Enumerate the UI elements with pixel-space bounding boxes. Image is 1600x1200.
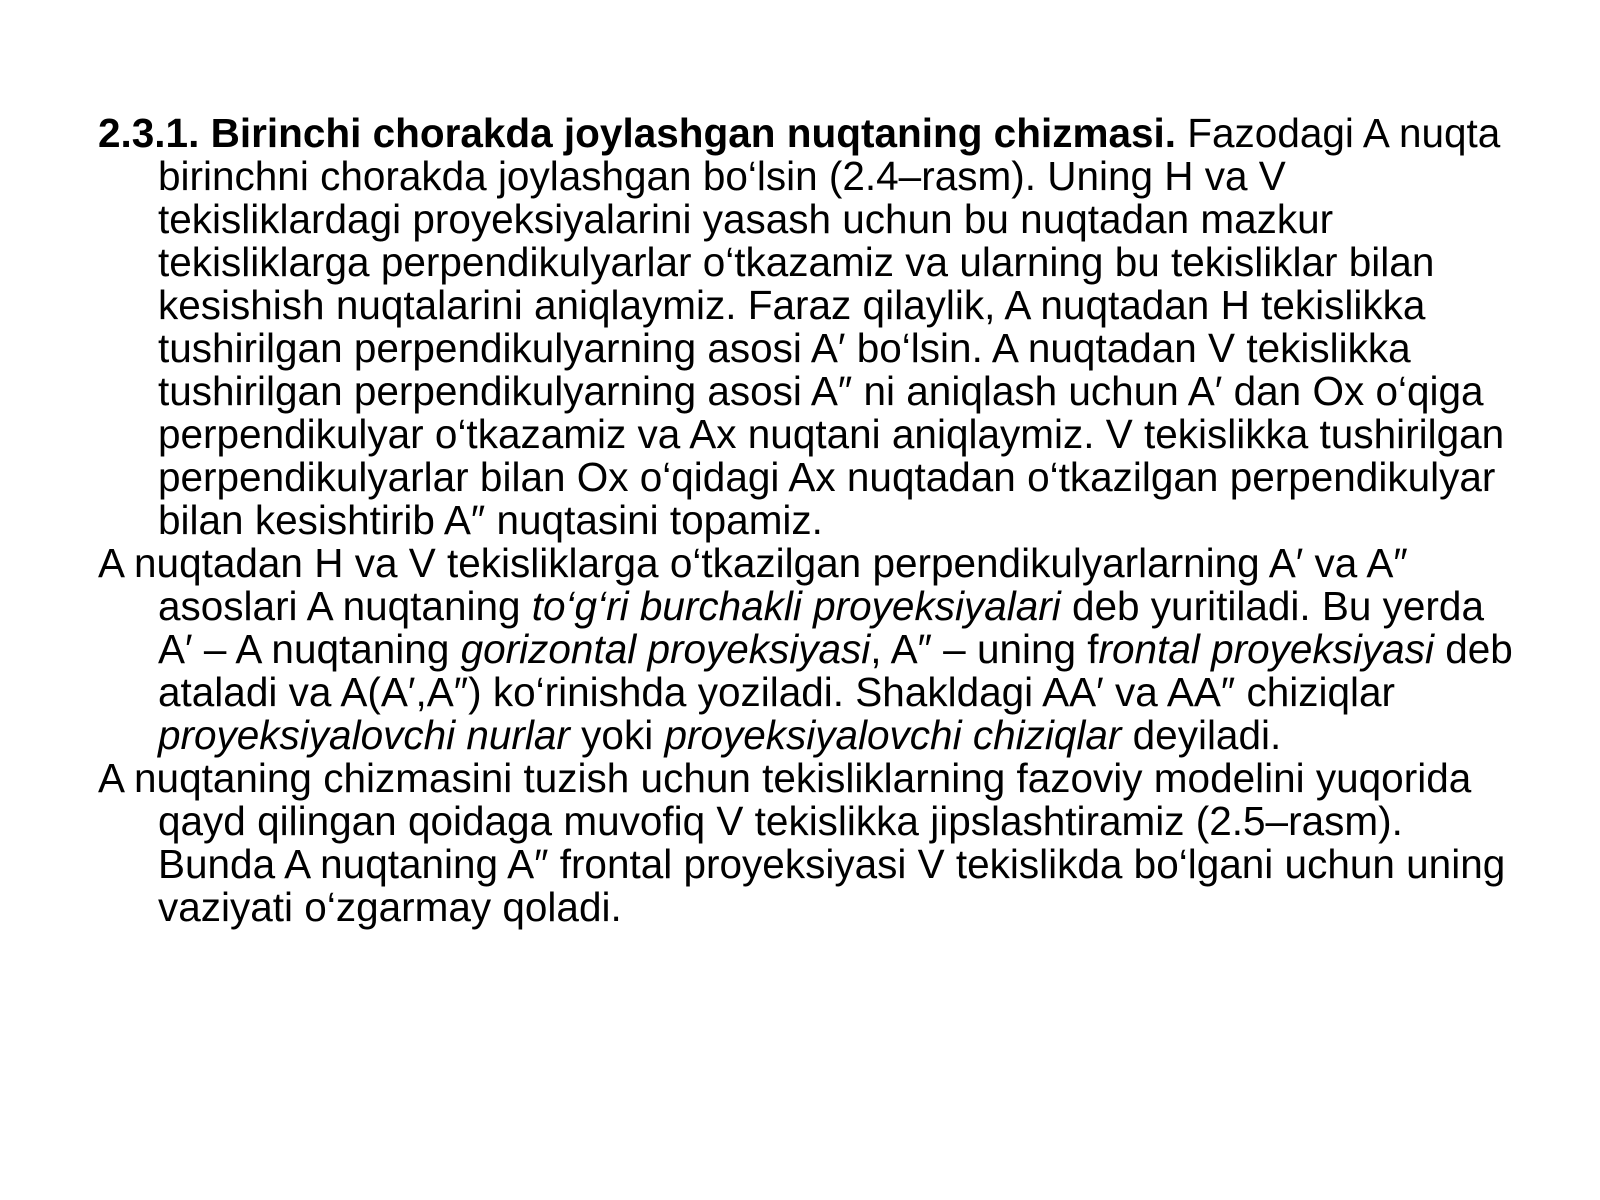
section-heading: 2.3.1. Birinchi chorakda joylashgan nuqtaning chizmasi. — [98, 110, 1177, 156]
paragraph-2-run-7: deb ataladi va A(A′,A″) ko‘rinishda yoziladi. Shakldagi AA′ va AA″ chiziqlar — [158, 626, 1513, 715]
slide-text-body — [98, 112, 1518, 929]
paragraph-2-run-1: A nuqtadan H va V tekisliklarga o‘tkazilgan perpendikulyarlarning A′ va A″ asoslari A nuqtaning — [98, 540, 1408, 629]
term-horizontal-projection: gorizontal proyeksiyasi — [460, 626, 871, 672]
paragraph-2-run-11: deyiladi. — [1121, 712, 1282, 758]
paragraph-3-text: A nuqtaning chizmasini tuzish uchun tekisliklarning fazoviy modelini yuqorida qayd qilingan qoidaga muvofiq V tekislikka jipslashtiramiz (2.5–rasm). Bunda A nuqtaning A″ frontal proyeksiyasi V tekislikda bo‘lgani uchun uning vaziyati o‘zgarmay qoladi. — [98, 755, 1506, 930]
term-frontal-projection: rontal proyeksiyasi — [1098, 626, 1434, 672]
paragraph-2 — [98, 542, 1518, 757]
term-projecting-lines: proyeksiyalovchi chiziqlar — [664, 712, 1122, 758]
paragraph-1-text: Fazodagi A nuqta birinchni chorakda joylashgan bo‘lsin (2.4–rasm). Uning H va V tekisliklardagi proyeksiyalarini yasash uchun bu nuqtadan mazkur tekisliklarga perpendikulyarlar o‘tkazamiz va ularning bu tekisliklar bilan kesishish nuqtalarini aniqlaymiz. Faraz qilaylik, A nuqtadan H tekislikka tushirilgan perpendikulyarning asosi A′ bo‘lsin. A nuqtadan V tekislikka tushirilgan perpendikulyarning asosi A″ ni aniqlash uchun A′ dan Ox o‘qiga perpendikulyar o‘tkazamiz va Ax nuqtani aniqlaymiz. V tekislikka tushirilgan perpendikulyarlar bilan Ox o‘qidagi Ax nuqtadan o‘tkazilgan perpendikulyar bilan kesishtirib A″ nuqtasini topamiz. — [158, 110, 1505, 543]
paragraph-2-run-3: deb yuritiladi. Bu yerda A′ – A nuqtaning — [158, 583, 1484, 672]
paragraph-1 — [98, 112, 1518, 542]
paragraph-3 — [98, 757, 1518, 929]
term-projecting-rays: proyeksiyalovchi nurlar — [158, 712, 570, 758]
term-orthogonal-projections: to‘g‘ri burchakli proyeksiyalari — [531, 583, 1061, 629]
paragraph-2-run-9: yoki — [569, 712, 665, 758]
paragraph-2-run-5: , A″ – uning f — [870, 626, 1099, 672]
